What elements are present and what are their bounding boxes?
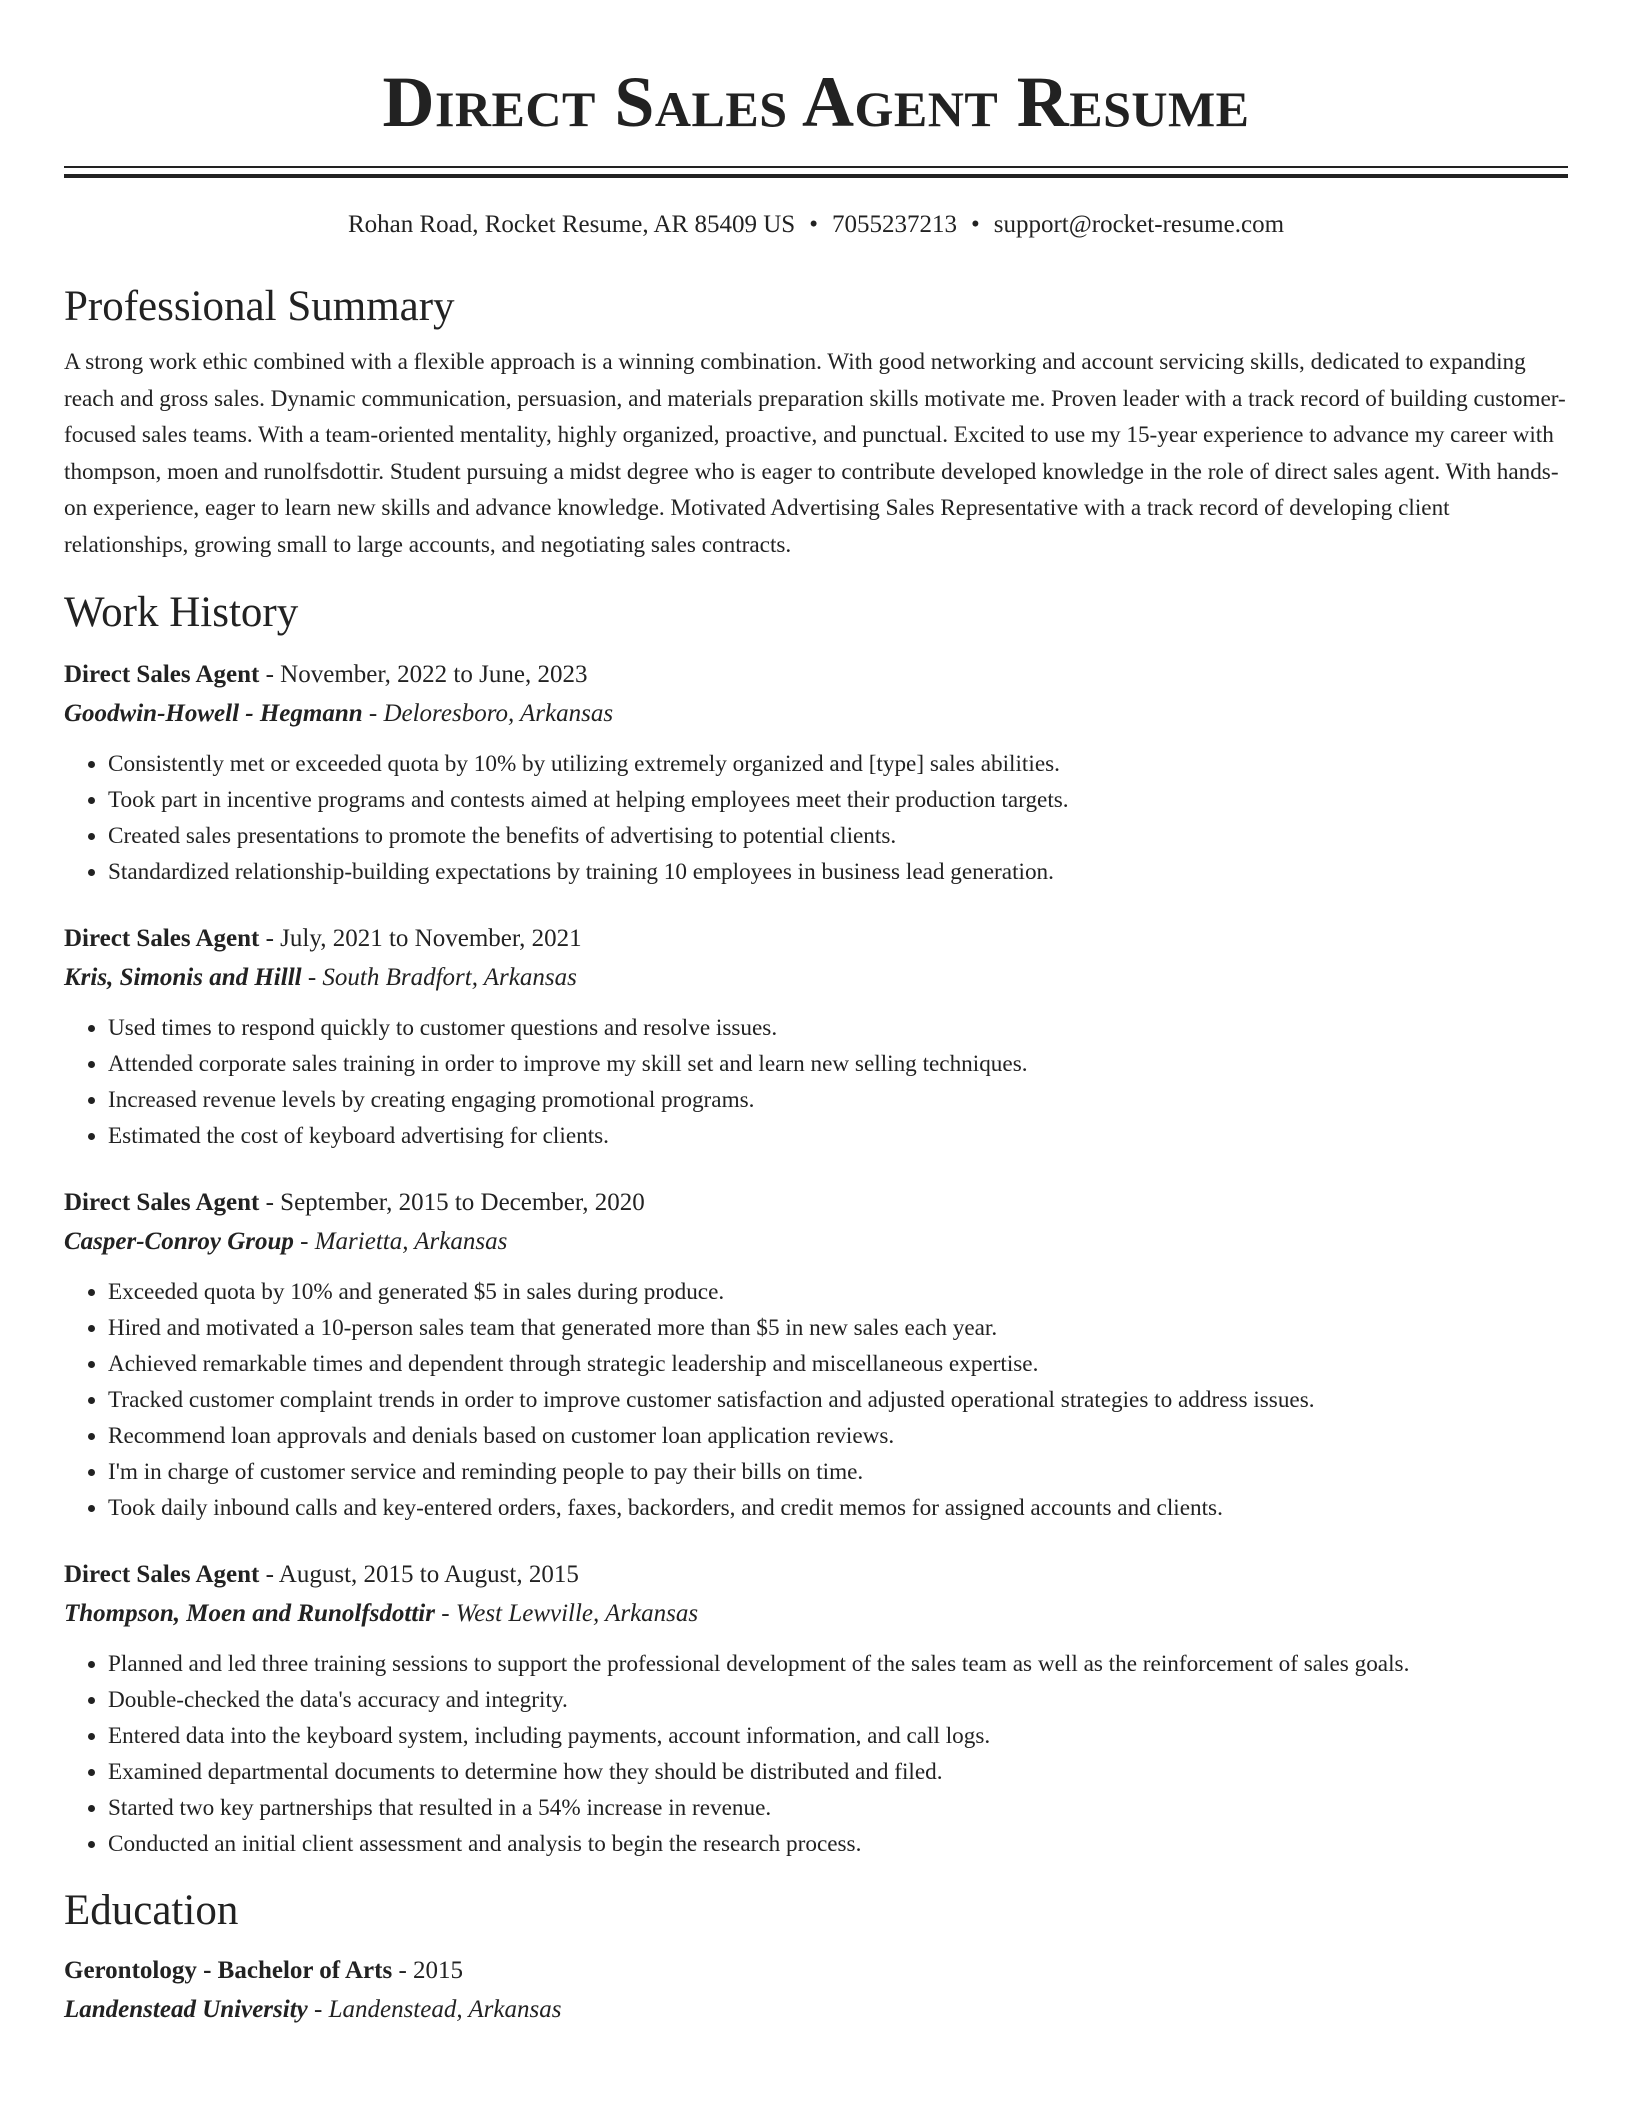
contact-line (64, 208, 1568, 242)
job-bullet: • Used times to respond quickly to customer questions and resolve issues. (108, 1010, 1568, 1046)
job-bullet: • Planned and led three training sessions to support the professional development of the sales team as well as the reinforcement of sales goals. (108, 1646, 1568, 1682)
job-bullet: • Double-checked the data's accuracy and integrity. (108, 1682, 1568, 1718)
job-location: - West Lewville, Arkansas (434, 1600, 699, 1627)
job-role: Direct Sales Agent (64, 1561, 260, 1588)
job-bullet: • Started two key partnerships that resulted in a 54% increase in revenue. (108, 1790, 1568, 1826)
education-year: - 2015 (392, 1957, 464, 1984)
education-degree: Gerontology - Bachelor of Arts (64, 1957, 393, 1984)
contact-separator: • (809, 211, 818, 238)
job-company: Kris, Simonis and Hilll (64, 964, 302, 991)
contact-separator: • (970, 211, 980, 238)
job-dates: - July, 2021 to November, 2021 (259, 925, 582, 952)
job-bullet: • Attended corporate sales training in order to improve my skill set and learn new selling techniques. (108, 1046, 1568, 1082)
title-divider-top (64, 166, 1568, 168)
job-bullets (64, 1274, 1568, 1526)
job-bullet: • Examined departmental documents to determine how they should be distributed and filed. (108, 1754, 1568, 1790)
job-bullet: • Hired and motivated a 10-person sales team that generated more than $5 in new sales each year. (108, 1310, 1568, 1346)
job-bullet: • Estimated the cost of keyboard advertising for clients. (108, 1118, 1568, 1154)
job-location: - Marietta, Arkansas (293, 1228, 508, 1255)
job-dates: - November, 2022 to June, 2023 (259, 661, 588, 688)
education-school-line (64, 1990, 1568, 2030)
job-bullet: • Entered data into the keyboard system, including payments, account information, and call logs. (108, 1718, 1568, 1754)
job-bullet: • Tracked customer complaint trends in order to improve customer satisfaction and adjusted operational strategies to address issues. (108, 1382, 1568, 1418)
summary-heading: Professional Summary (64, 283, 455, 330)
job-role: Direct Sales Agent (64, 1189, 260, 1216)
education-entry (64, 1952, 1568, 2030)
summary-text: A strong work ethic combined with a flexible approach is a winning combination. With good networking and account servicing skills, dedicated to expanding reach and gross sales. Dynamic communication, persuasion, and materials preparation skills motivate me. Proven leader with a track record of building customer-focused sales teams. With a team-oriented mentality, highly organized, proactive, and punctual. Excited to use my 15-year experience to advance my career with thompson, moen and runolfsdottir. Student pursuing a midst degree who is eager to contribute developed knowledge in the role of direct sales agent. With hands-on experience, eager to learn new skills and advance knowledge. Motivated Advertising Sales Representative with a track record of developing client relationships, growing small to large accounts, and negotiating sales contracts. (64, 349, 1566, 558)
job-bullet: • Took part in incentive programs and contests aimed at helping employees meet their production targets. (108, 782, 1568, 818)
job-role: Direct Sales Agent (64, 925, 260, 952)
education-heading: Education (64, 1887, 239, 1934)
job-bullet: • Exceeded quota by 10% and generated $5 in sales during produce. (108, 1274, 1568, 1310)
education-location: - Landenstead, Arkansas (307, 1996, 562, 2023)
job-bullet: • Created sales presentations to promote the benefits of advertising to potential clients. (108, 818, 1568, 854)
job-entry (64, 1184, 1568, 1526)
job-bullets (64, 746, 1568, 890)
job-location: - Deloresboro, Arkansas (362, 700, 614, 727)
job-location: - South Bradfort, Arkansas (301, 964, 577, 991)
job-bullets (64, 1646, 1568, 1862)
job-dates: - September, 2015 to December, 2020 (259, 1189, 645, 1216)
job-company: Thompson, Moen and Runolfsdottir (64, 1600, 435, 1627)
job-bullet: • Increased revenue levels by creating engaging promotional programs. (108, 1082, 1568, 1118)
job-dates: - August, 2015 to August, 2015 (259, 1561, 579, 1588)
contact-email: support@rocket-resume.com (993, 211, 1285, 238)
job-title-line (64, 656, 1568, 694)
contact-address: Rohan Road, Rocket Resume, AR 85409 US (347, 211, 796, 238)
contact-phone: 7055237213 (831, 211, 957, 238)
job-company-line (64, 1594, 1568, 1634)
job-title-line (64, 1184, 1568, 1222)
job-bullet: • Standardized relationship-building expectations by training 10 employees in business lead generation. (108, 854, 1568, 890)
job-bullet: • Conducted an initial client assessment and analysis to begin the research process. (108, 1826, 1568, 1862)
job-title-line (64, 920, 1568, 958)
job-entry (64, 1556, 1568, 1862)
title-divider-bottom (64, 174, 1568, 178)
job-bullet: • I'm in charge of customer service and reminding people to pay their bills on time. (108, 1454, 1568, 1490)
job-entry (64, 920, 1568, 1154)
job-bullet: • Achieved remarkable times and dependent through strategic leadership and miscellaneous expertise. (108, 1346, 1568, 1382)
education-degree-line (64, 1952, 1568, 1990)
job-company-line (64, 958, 1568, 998)
job-bullets (64, 1010, 1568, 1154)
job-bullet: • Consistently met or exceeded quota by 10% by utilizing extremely organized and [type] sales abilities. (108, 746, 1568, 782)
resume-page (64, 0, 1568, 2030)
job-title-line (64, 1556, 1568, 1594)
work-history-list (64, 656, 1568, 1862)
education-school: Landenstead University (64, 1996, 308, 2023)
job-company-line (64, 694, 1568, 734)
job-role: Direct Sales Agent (64, 661, 260, 688)
job-company: Casper-Conroy Group (64, 1228, 294, 1255)
resume-title: Direct Sales Agent Resume (382, 62, 1250, 142)
job-bullet: • Took daily inbound calls and key-entered orders, faxes, backorders, and credit memos for assigned accounts and clients. (108, 1490, 1568, 1526)
job-bullet: • Recommend loan approvals and denials based on customer loan application reviews. (108, 1418, 1568, 1454)
work-history-heading: Work History (64, 589, 299, 636)
job-entry (64, 656, 1568, 890)
job-company: Goodwin-Howell - Hegmann (64, 700, 363, 727)
job-company-line (64, 1222, 1568, 1262)
